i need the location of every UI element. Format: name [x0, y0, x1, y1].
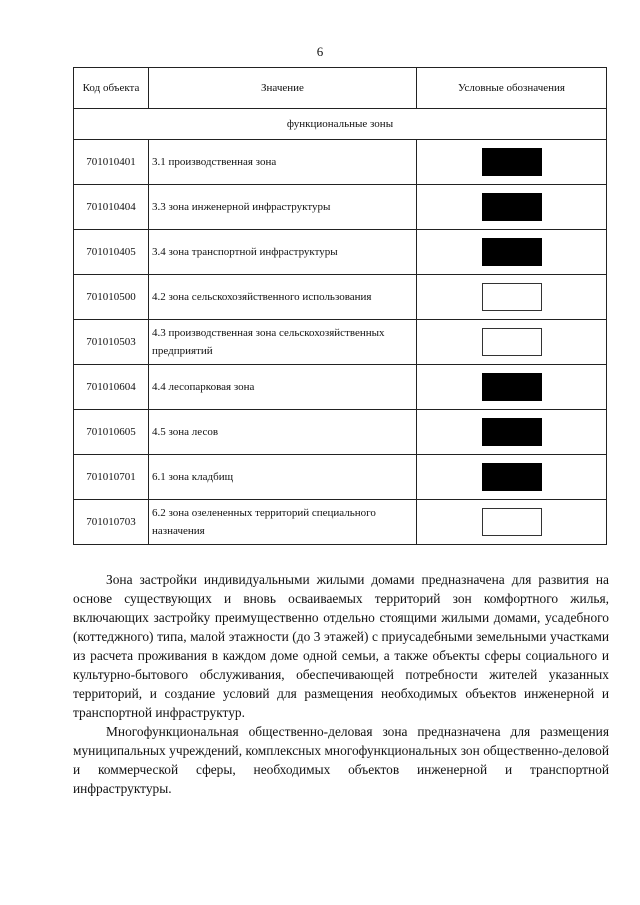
object-value: 3.1 производственная зона — [149, 140, 417, 185]
table-row — [74, 500, 607, 545]
section-title: функциональные зоны — [74, 109, 607, 140]
object-code: 701010401 — [74, 140, 149, 185]
legend-symbol — [417, 320, 607, 365]
legend-symbol — [417, 275, 607, 320]
header-value: Значение — [149, 68, 417, 109]
object-value: 4.3 производственная зона сельскохозяйственных предприятий — [149, 320, 417, 365]
legend-symbol — [417, 365, 607, 410]
object-code: 701010604 — [74, 365, 149, 410]
object-code: 701010405 — [74, 230, 149, 275]
zone-legend-table — [73, 67, 607, 545]
object-value: 4.5 зона лесов — [149, 410, 417, 455]
object-code: 701010703 — [74, 500, 149, 545]
table-row — [74, 410, 607, 455]
legend-swatch — [482, 463, 542, 491]
section-row — [74, 109, 607, 140]
object-value: 4.2 зона сельскохозяйственного использования — [149, 275, 417, 320]
object-value: 3.3 зона инженерной инфраструктуры — [149, 185, 417, 230]
table-row — [74, 185, 607, 230]
object-code: 701010500 — [74, 275, 149, 320]
page-number: 6 — [316, 44, 324, 59]
table-row — [74, 455, 607, 500]
legend-swatch — [482, 283, 542, 311]
object-code: 701010404 — [74, 185, 149, 230]
object-code: 701010701 — [74, 455, 149, 500]
legend-symbol — [417, 185, 607, 230]
table-header-row — [74, 68, 607, 109]
legend-swatch — [482, 373, 542, 401]
table-row — [74, 365, 607, 410]
table-row — [74, 320, 607, 365]
paragraph-residential-zone: Зона застройки индивидуальными жилыми домами предназначена для развития на основе существующих и вновь осваиваемых территорий зон комфортного жилья, включающих застройку преимущественно отдельно стоящими жилыми домами, усадебного (коттеджного) типа, малой этажности (до 3 этажей) с приусадебными земельными участками из расчета проживания в каждом доме одной семьи, а также объекты сферы социального и культурно-бытового обслуживания, обеспечивающей потребности жителей указанных территорий, и создание условий для размещения необходимых объектов инженерной и транспортной инфраструктур. — [73, 572, 609, 720]
legend-symbol — [417, 455, 607, 500]
legend-symbol — [417, 140, 607, 185]
legend-symbol — [417, 230, 607, 275]
object-value: 4.4 лесопарковая зона — [149, 365, 417, 410]
object-code: 701010503 — [74, 320, 149, 365]
legend-swatch — [482, 193, 542, 221]
legend-symbol — [417, 500, 607, 545]
header-code: Код объекта — [74, 68, 149, 109]
table-row — [74, 275, 607, 320]
body-text — [73, 570, 609, 798]
legend-swatch — [482, 508, 542, 536]
object-value: 6.1 зона кладбищ — [149, 455, 417, 500]
header-symbol: Условные обозначения — [417, 68, 607, 109]
paragraph-business-zone: Многофункциональная общественно-деловая зона предназначена для размещения муниципальных учреждений, комплексных многофункциональных зон общественно-деловой и коммерческой сферы, необходимых объектов инженерной и транспортной инфраструктуры. — [73, 724, 609, 796]
legend-swatch — [482, 238, 542, 266]
object-code: 701010605 — [74, 410, 149, 455]
legend-swatch — [482, 148, 542, 176]
legend-swatch — [482, 328, 542, 356]
object-value: 3.4 зона транспортной инфраструктуры — [149, 230, 417, 275]
table-row — [74, 140, 607, 185]
legend-symbol — [417, 410, 607, 455]
table-row — [74, 230, 607, 275]
object-value: 6.2 зона озелененных территорий специального назначения — [149, 500, 417, 545]
legend-swatch — [482, 418, 542, 446]
